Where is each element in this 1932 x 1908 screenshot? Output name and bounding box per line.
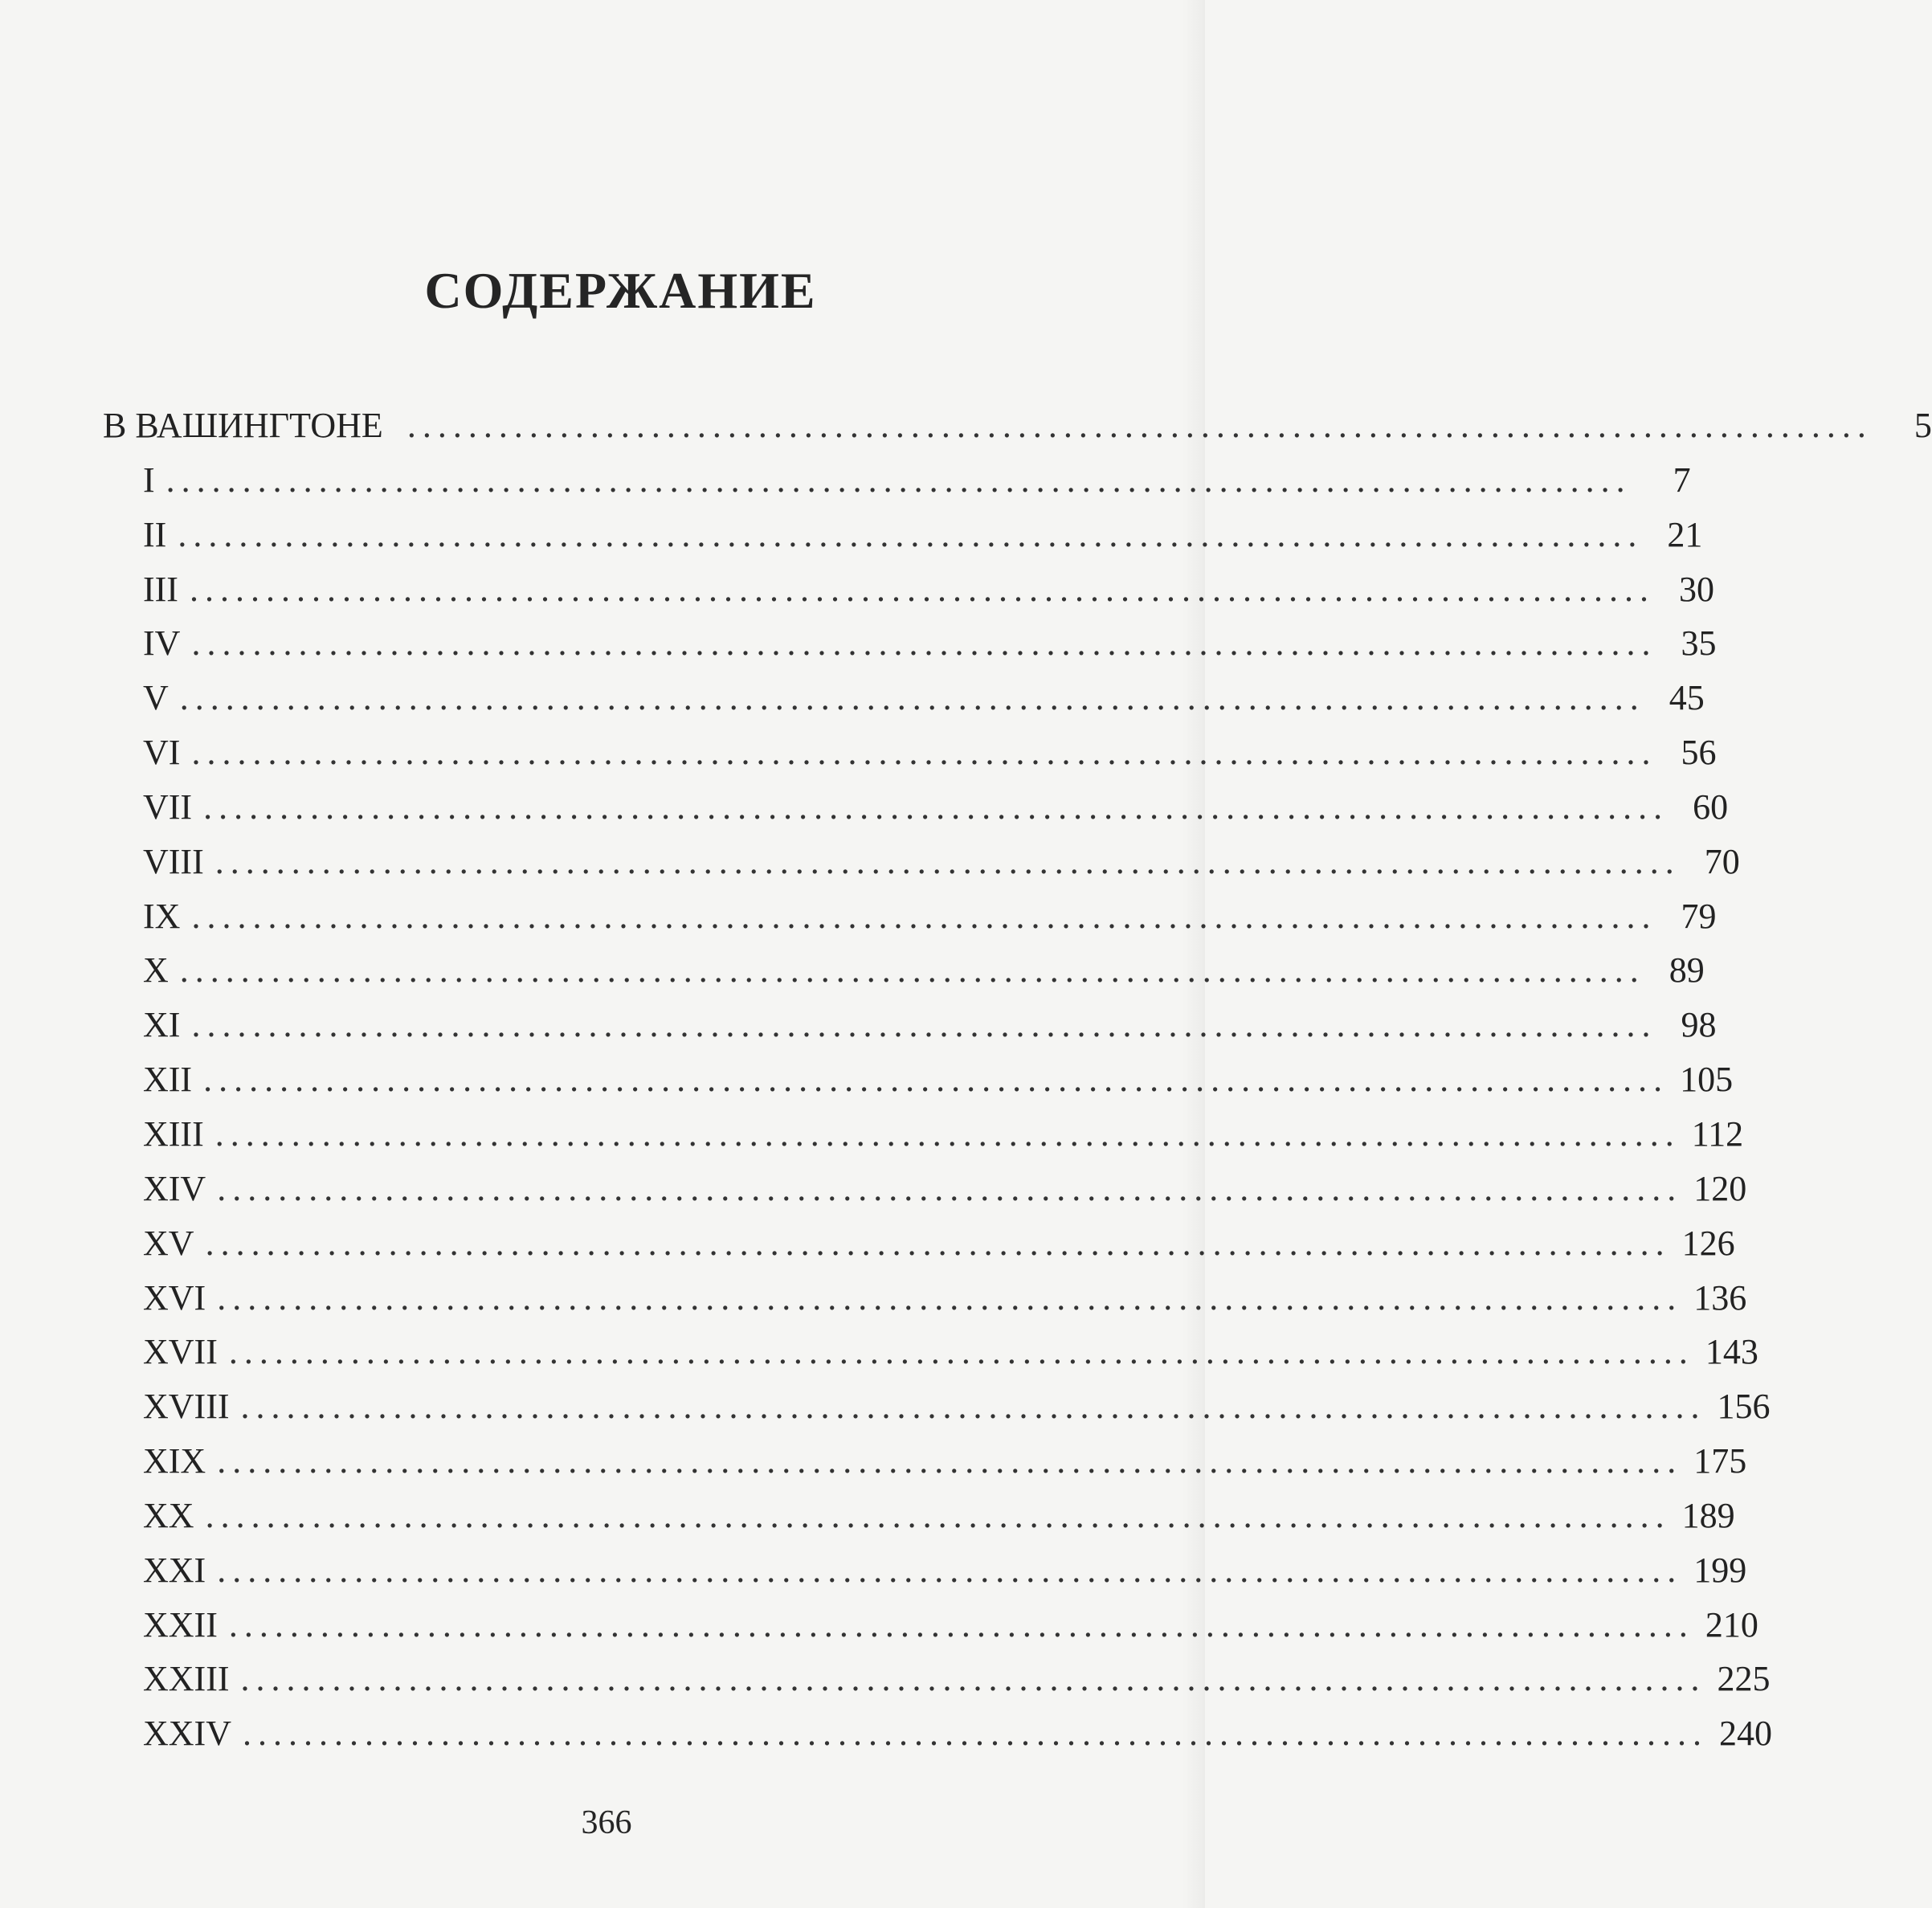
leader-dots: ................................................................................................ (242, 1714, 1708, 1754)
toc-entry-label: XVII (143, 1332, 218, 1372)
leader-dots: ................................................................................................ (214, 1113, 1681, 1154)
page-number: 366 (581, 1804, 632, 1841)
toc-entry-page: 7 (1673, 460, 1691, 500)
toc-entry-chapter[interactable] (103, 1162, 1747, 1216)
leader-dots: ................................................................................................ (203, 1060, 1669, 1100)
toc-entry-page: 240 (1718, 1714, 1772, 1754)
toc-entry-chapter[interactable] (103, 508, 1703, 562)
toc-entry-chapter[interactable] (103, 453, 1691, 508)
leader-dots: ................................................................................................ (240, 1387, 1706, 1427)
leader-dots: ................................................................................................ (179, 950, 1645, 991)
toc-entry-label: XXI (143, 1550, 206, 1590)
leader-dots: ................................................................................................ (406, 406, 1873, 445)
toc-entry-chapter[interactable] (103, 1216, 1735, 1271)
toc-entry-chapter[interactable] (103, 780, 1729, 835)
toc-entry-chapter[interactable] (103, 1598, 1758, 1653)
leader-dots: ................................................................................................ (191, 623, 1657, 664)
leader-dots: ................................................................................................ (203, 786, 1669, 827)
toc-entry-label: XII (143, 1060, 193, 1100)
toc-entry-label: II (143, 514, 167, 554)
toc-entry-chapter[interactable] (103, 725, 1717, 780)
toc-entry-page: 199 (1693, 1550, 1747, 1590)
toc-entry-label: XV (143, 1223, 194, 1263)
page-title: СОДЕРЖАНИЕ (424, 261, 817, 319)
toc-entry-page: 126 (1681, 1223, 1735, 1263)
toc-entry-label: XXIII (143, 1659, 230, 1699)
leader-dots: ................................................................................................ (189, 569, 1655, 609)
toc-entry-chapter[interactable] (103, 835, 1740, 889)
leader-dots: ................................................................................................ (205, 1223, 1671, 1263)
toc-entry-chapter[interactable] (103, 998, 1717, 1052)
toc-entry-page: 210 (1705, 1604, 1758, 1644)
toc-entry-label: I (143, 460, 155, 500)
toc-entry-chapter[interactable] (103, 889, 1717, 944)
leader-dots: ................................................................................................ (179, 678, 1645, 718)
toc-entry-label: IV (143, 623, 181, 664)
leader-dots: ................................................................................................ (214, 841, 1681, 881)
toc-entry-page: 120 (1693, 1168, 1747, 1208)
toc-entry-label: XI (143, 1005, 181, 1045)
toc-entry-page: 5 (1914, 406, 1932, 445)
toc-entry-chapter[interactable] (103, 616, 1717, 671)
toc-entry-chapter[interactable] (103, 671, 1705, 725)
leader-dots: ................................................................................................ (217, 1441, 1683, 1481)
toc-entry-page: 35 (1681, 623, 1717, 664)
toc-entry-chapter[interactable] (103, 1052, 1734, 1107)
toc-entry-page: 70 (1704, 841, 1740, 881)
toc-entry-page: 189 (1681, 1495, 1735, 1535)
toc-entry-label: X (143, 950, 169, 991)
table-of-contents (103, 398, 1932, 1761)
toc-entry-label: V (143, 678, 169, 718)
toc-entry-label: В ВАШИНГТОНЕ (103, 406, 383, 445)
toc-entry-page: 143 (1705, 1332, 1758, 1372)
toc-entry-label: VI (143, 733, 181, 773)
toc-entry-chapter[interactable] (103, 1706, 1772, 1761)
toc-entry-chapter[interactable] (103, 1107, 1744, 1162)
toc-entry-page: 225 (1717, 1659, 1771, 1699)
toc-entry-chapter[interactable] (103, 1489, 1735, 1543)
toc-entry-chapter[interactable] (103, 1543, 1747, 1598)
toc-entry-page: 60 (1693, 786, 1729, 827)
toc-entry-label: VIII (143, 841, 204, 881)
toc-entry-chapter[interactable] (103, 1434, 1747, 1489)
toc-entry-page: 136 (1693, 1277, 1747, 1318)
toc-entry-page: 21 (1667, 514, 1703, 554)
toc-entry-part[interactable] (103, 398, 1932, 453)
leader-dots: ................................................................................................ (240, 1659, 1706, 1699)
toc-entry-page: 45 (1669, 678, 1705, 718)
toc-entry-label: III (143, 569, 178, 609)
toc-entry-label: XIII (143, 1113, 204, 1154)
leader-dots: ................................................................................................ (217, 1277, 1683, 1318)
leader-dots: ................................................................................................ (191, 1005, 1657, 1045)
toc-entry-chapter[interactable] (103, 943, 1705, 998)
toc-entry-label: XVIII (143, 1387, 230, 1427)
toc-entry-label: XVI (143, 1277, 206, 1318)
leader-dots: ................................................................................................ (228, 1332, 1694, 1372)
toc-entry-page: 156 (1717, 1387, 1771, 1427)
leader-dots: ................................................................................................ (217, 1168, 1683, 1208)
toc-entry-page: 30 (1678, 569, 1714, 609)
toc-entry-label: XIV (143, 1168, 206, 1208)
toc-entry-page: 79 (1681, 896, 1717, 936)
toc-entry-page: 105 (1680, 1060, 1734, 1100)
toc-entry-label: XXIV (143, 1714, 231, 1754)
toc-entry-page: 175 (1693, 1441, 1747, 1481)
leader-dots: ................................................................................................ (178, 514, 1644, 554)
leader-dots: ................................................................................................ (191, 896, 1657, 936)
toc-entry-label: XX (143, 1495, 194, 1535)
toc-entry-chapter[interactable] (103, 1379, 1771, 1434)
toc-entry-label: XXII (143, 1604, 218, 1644)
toc-entry-label: VII (143, 786, 193, 827)
toc-entry-chapter[interactable] (103, 1652, 1771, 1706)
toc-entry-label: IX (143, 896, 181, 936)
toc-entry-page: 56 (1681, 733, 1717, 773)
toc-entry-chapter[interactable] (103, 562, 1714, 617)
leader-dots: ................................................................................................ (228, 1604, 1694, 1644)
leader-dots: ................................................................................................ (191, 733, 1657, 773)
leader-dots: ................................................................................................ (217, 1550, 1683, 1590)
toc-entry-chapter[interactable] (103, 1271, 1747, 1326)
toc-entry-page: 112 (1691, 1113, 1744, 1154)
toc-entry-chapter[interactable] (103, 1325, 1758, 1379)
leader-dots: ................................................................................................ (165, 460, 1632, 500)
toc-entry-page: 98 (1681, 1005, 1717, 1045)
leader-dots: ................................................................................................ (205, 1495, 1671, 1535)
toc-entry-label: XIX (143, 1441, 206, 1481)
toc-entry-page: 89 (1669, 950, 1705, 991)
